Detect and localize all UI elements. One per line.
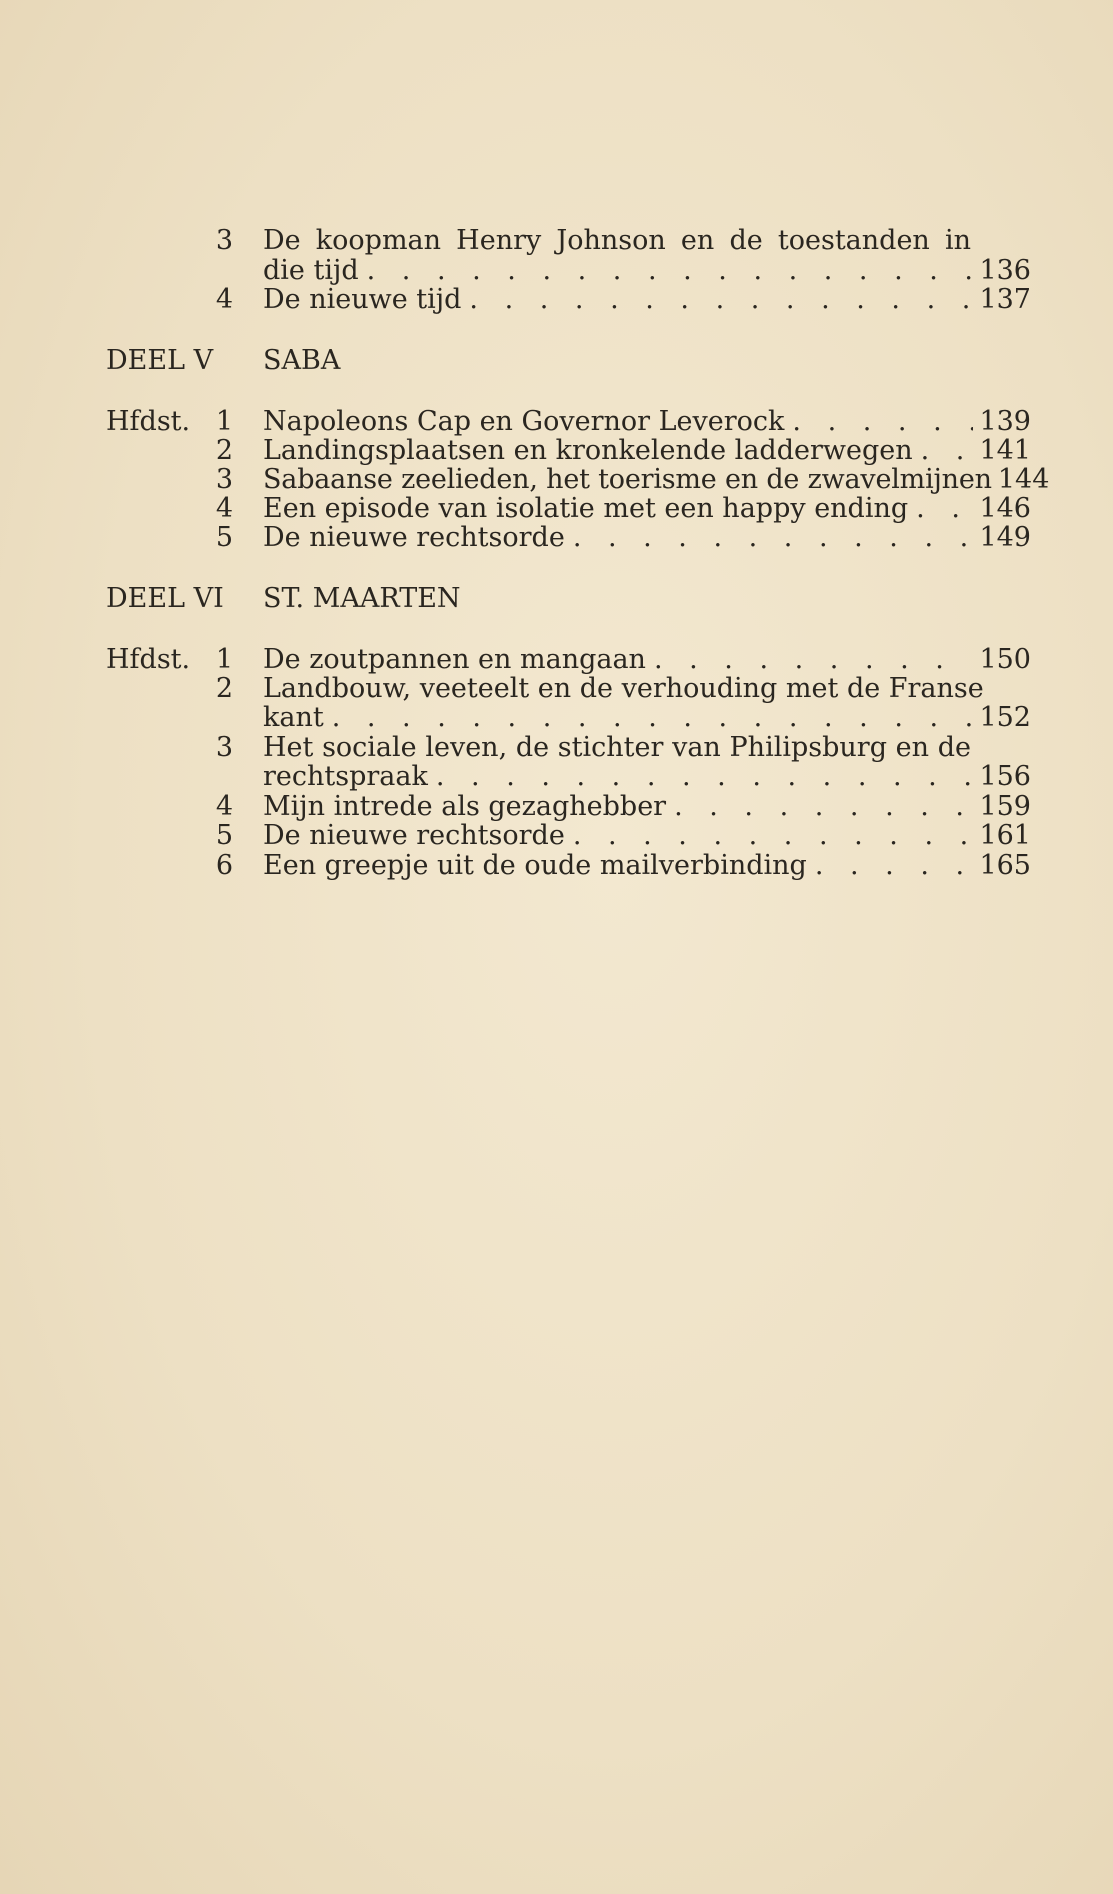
chapter-number: 4	[215, 791, 233, 822]
chapter-title: De nieuwe rechtsorde	[263, 820, 565, 851]
chapter-number: 1	[215, 644, 233, 675]
chapter-title-line: Het sociale leven, de stichter van Philipsburg en de	[263, 732, 971, 763]
chapter-title-line: kant	[263, 702, 324, 733]
page-number: 150	[979, 644, 1031, 675]
page-number: 141	[979, 435, 1031, 466]
chapter-number: 4	[215, 493, 233, 524]
dot-leader	[565, 821, 974, 851]
chapter-number: 4	[215, 284, 233, 315]
dot-leader	[646, 645, 974, 675]
chapter-number: 3	[215, 732, 233, 763]
page-number: 156	[979, 761, 1031, 792]
part-label: DEEL VI	[106, 583, 224, 614]
chapter-number: 3	[215, 464, 233, 495]
chapter-title: De nieuwe tijd	[263, 284, 462, 315]
page-number: 159	[979, 791, 1031, 822]
chapter-abbrev: Hfdst.	[106, 406, 191, 437]
part-label: DEEL V	[106, 345, 214, 376]
chapter-number: 5	[215, 522, 233, 553]
dot-leader	[666, 792, 973, 822]
page-number: 144	[997, 464, 1050, 495]
chapter-number: 6	[215, 850, 233, 881]
chapter-title: Sabaanse zeelieden, het toerisme en de zwavelmijnen	[263, 464, 992, 495]
chapter-title-line: die tijd	[263, 255, 359, 286]
dot-leader	[908, 494, 973, 524]
chapter-abbrev: Hfdst.	[106, 644, 191, 675]
chapter-title-line: De koopman Henry Johnson en de toestanden in	[263, 225, 971, 256]
page-number: 146	[979, 493, 1031, 524]
chapter-number: 2	[215, 673, 233, 704]
chapter-title: Mijn intrede als gezaghebber	[263, 791, 667, 822]
part-title: SABA	[263, 345, 341, 376]
chapter-title: Napoleons Cap en Governor Leverock	[263, 406, 785, 437]
chapter-title: De nieuwe rechtsorde	[263, 522, 565, 553]
dot-leader	[461, 285, 973, 315]
page-number: 152	[979, 702, 1031, 733]
dot-leader	[359, 256, 974, 286]
chapter-title-line: Landbouw, veeteelt en de verhouding met de Franse	[263, 673, 984, 704]
page-number: 136	[979, 255, 1031, 286]
chapter-number: 1	[215, 406, 233, 437]
page-number: 139	[979, 406, 1031, 437]
chapter-number: 2	[215, 435, 233, 466]
chapter-number: 3	[215, 225, 233, 256]
page-number: 137	[979, 284, 1031, 315]
chapter-title-line: rechtspraak	[263, 761, 428, 792]
dot-leader	[324, 703, 974, 733]
chapter-title: Een greepje uit de oude mailverbinding	[263, 850, 807, 881]
page-number: 161	[979, 820, 1031, 851]
dot-leader	[565, 523, 974, 553]
part-title: ST. MAARTEN	[263, 583, 461, 614]
dot-leader	[807, 851, 974, 881]
dot-leader	[913, 436, 974, 466]
dot-leader	[784, 407, 973, 437]
chapter-number: 5	[215, 820, 233, 851]
dot-leader	[428, 762, 974, 792]
chapter-title: Een episode van isolatie met een happy ending	[263, 493, 909, 524]
chapter-title: Landingsplaatsen en kronkelende ladderwegen	[263, 435, 913, 466]
chapter-title: De zoutpannen en mangaan	[263, 644, 646, 675]
page-number: 149	[979, 522, 1031, 553]
page-number: 165	[979, 850, 1031, 881]
